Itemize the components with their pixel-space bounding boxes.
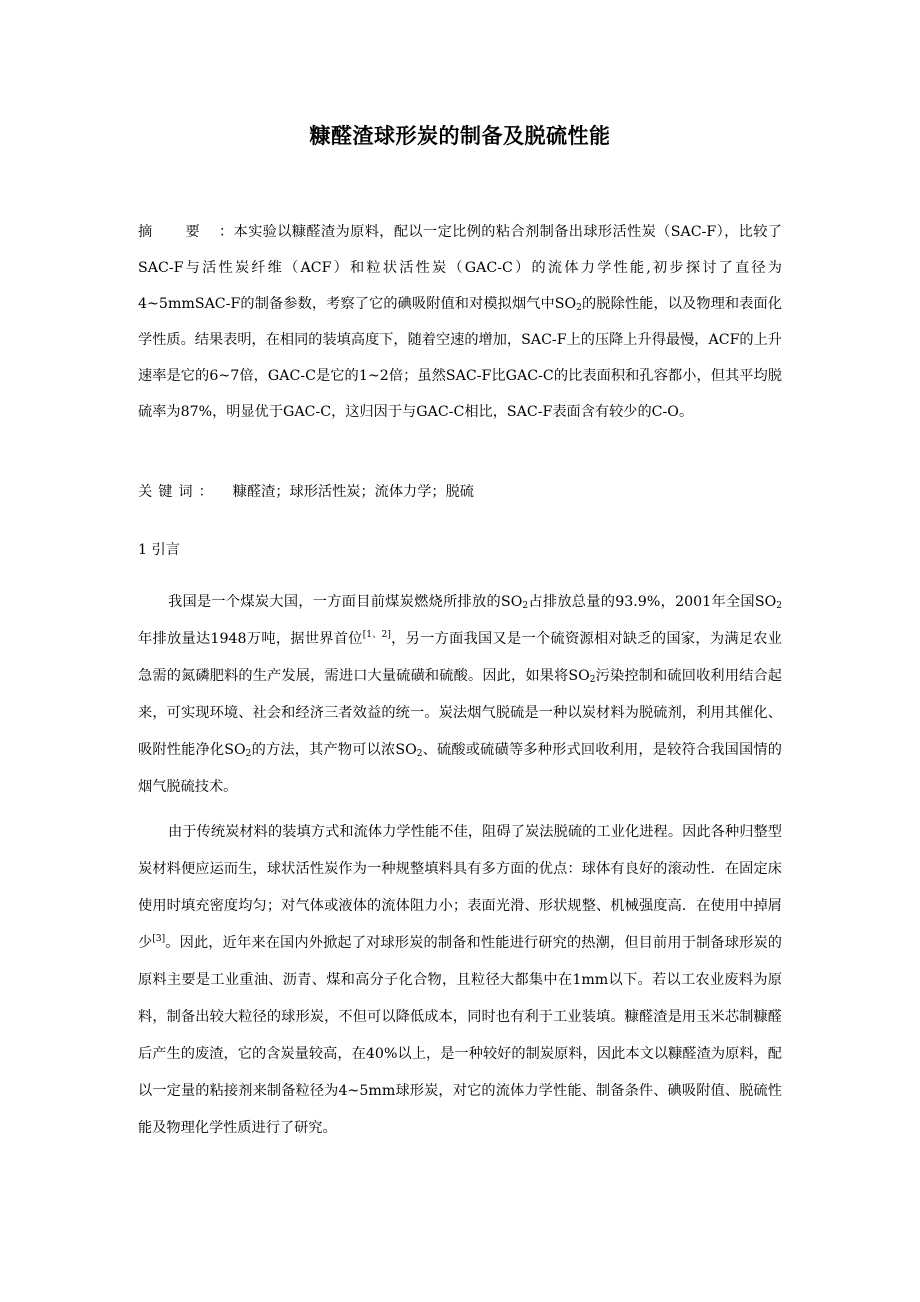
keywords-label: 关键词： — [138, 484, 219, 500]
subscript: 2 — [416, 749, 423, 759]
keywords — [138, 477, 782, 507]
keywords-value: 糠醛渣；球形活性炭；流体力学；脱硫 — [232, 484, 474, 500]
para1-text-4: ，另一方面我国又是一个硫资源相对缺乏的国家，为满足农业急需的氮磷肥料的生产发展，需进口大量硫磺和硫酸。因此，如果将SO — [138, 631, 782, 684]
paper-title: 糠醛渣球形炭的制备及脱硫性能 — [309, 124, 611, 148]
abstract-separator: ： — [214, 224, 234, 240]
citation-ref: [1、2] — [362, 630, 391, 640]
para1-text-1: 我国是一个煤炭大国，一方面目前煤炭燃烧所排放的SO — [168, 594, 523, 610]
para1-text-7: 、硫酸或硫磺等多种形式回收利用，是较符合我国国情的烟气脱硫技术。 — [138, 742, 782, 795]
section-heading: 1 引言 — [138, 542, 180, 558]
para1-text-2: 占排放总量的93.9%，2001年全国SO — [528, 594, 777, 610]
subscript: 2 — [589, 675, 596, 685]
citation-ref: [3] — [152, 934, 166, 944]
subscript: 2 — [576, 303, 582, 313]
para1-text-6: 的方法，其产物可以浓SO — [251, 742, 417, 758]
subscript: 2 — [245, 749, 252, 759]
paragraph-1 — [138, 584, 782, 806]
abstract-text-2: 的脱除性能，以及物理和表面化学性质。结果表明，在相同的装填高度下，随着空速的增加，SAC-F上的压降上升得最慢，ACF的上升速率是它的6~7倍，GAC-C是它的1~2倍；虽然SAC-F比GAC-C的比表面积和孔容都小，但其平均脱硫率为87%，明显优于GAC-C，这归因于与GAC-C相比，SAC-F表面含有较少的C-O。 — [138, 296, 782, 420]
para2-text-1: 由于传统炭材料的装填方式和流体力学性能不佳，阻碍了炭法脱硫的工业化进程。因此各种归整型炭材料便应运而生，球状活性炭作为一种规整填料具有多方面的优点：球体有良好的滚动性．在固定床使用时填充密度均匀；对气体或液体的流体阻力小；表面光滑、形状规整、机械强度高．在使用中掉屑少 — [138, 824, 782, 951]
abstract-label: 摘 要 — [138, 224, 215, 240]
abstract — [138, 214, 782, 430]
para2-text-2: 。因此，近年来在国内外掀起了对球形炭的制备和性能进行研究的热潮，但目前用于制备球形炭的原料主要是工业重油、沥青、煤和高分子化合物，且粒径大都集中在1mm以下。若以工农业废料为原料，制备出较大粒径的球形炭，不但可以降低成本，同时也有利于工业装填。糠醛渣是用玉米芯制糠醛后产生的废渣，它的含炭量较高，在40%以上，是一种较好的制炭原料，因此本文以糠醛渣为原料，配以一定量的粘接剂来制备粒径为4~5mm球形炭，对它的流体力学性能、制备条件、碘吸附值、脱硫性能及物理化学性质进行了研究。 — [138, 935, 782, 1136]
subscript: 2 — [776, 601, 782, 611]
para1-text-5: 污染控制和硫回收利用结合起来，可实现环境、社会和经济三者效益的统一。炭法烟气脱硫是一种以炭材料为脱硫剂，利用其催化、吸附性能净化SO — [138, 668, 782, 758]
subscript: 2 — [522, 601, 529, 611]
paragraph-2 — [138, 814, 782, 1147]
abstract-text-1: 本实验以糠醛渣为原料，配以一定比例的粘合剂制备出球形活性炭（SAC-F），比较了SAC-F与活性炭纤维（ACF）和粒状活性炭（GAC-C）的流体力学性能,初步探讨了直径为4~5mmSAC-F的制备参数，考察了它的碘吸附值和对模拟烟气中SO — [138, 224, 782, 312]
para1-text-3: 年排放量达1948万吨，据世界首位 — [138, 631, 363, 647]
